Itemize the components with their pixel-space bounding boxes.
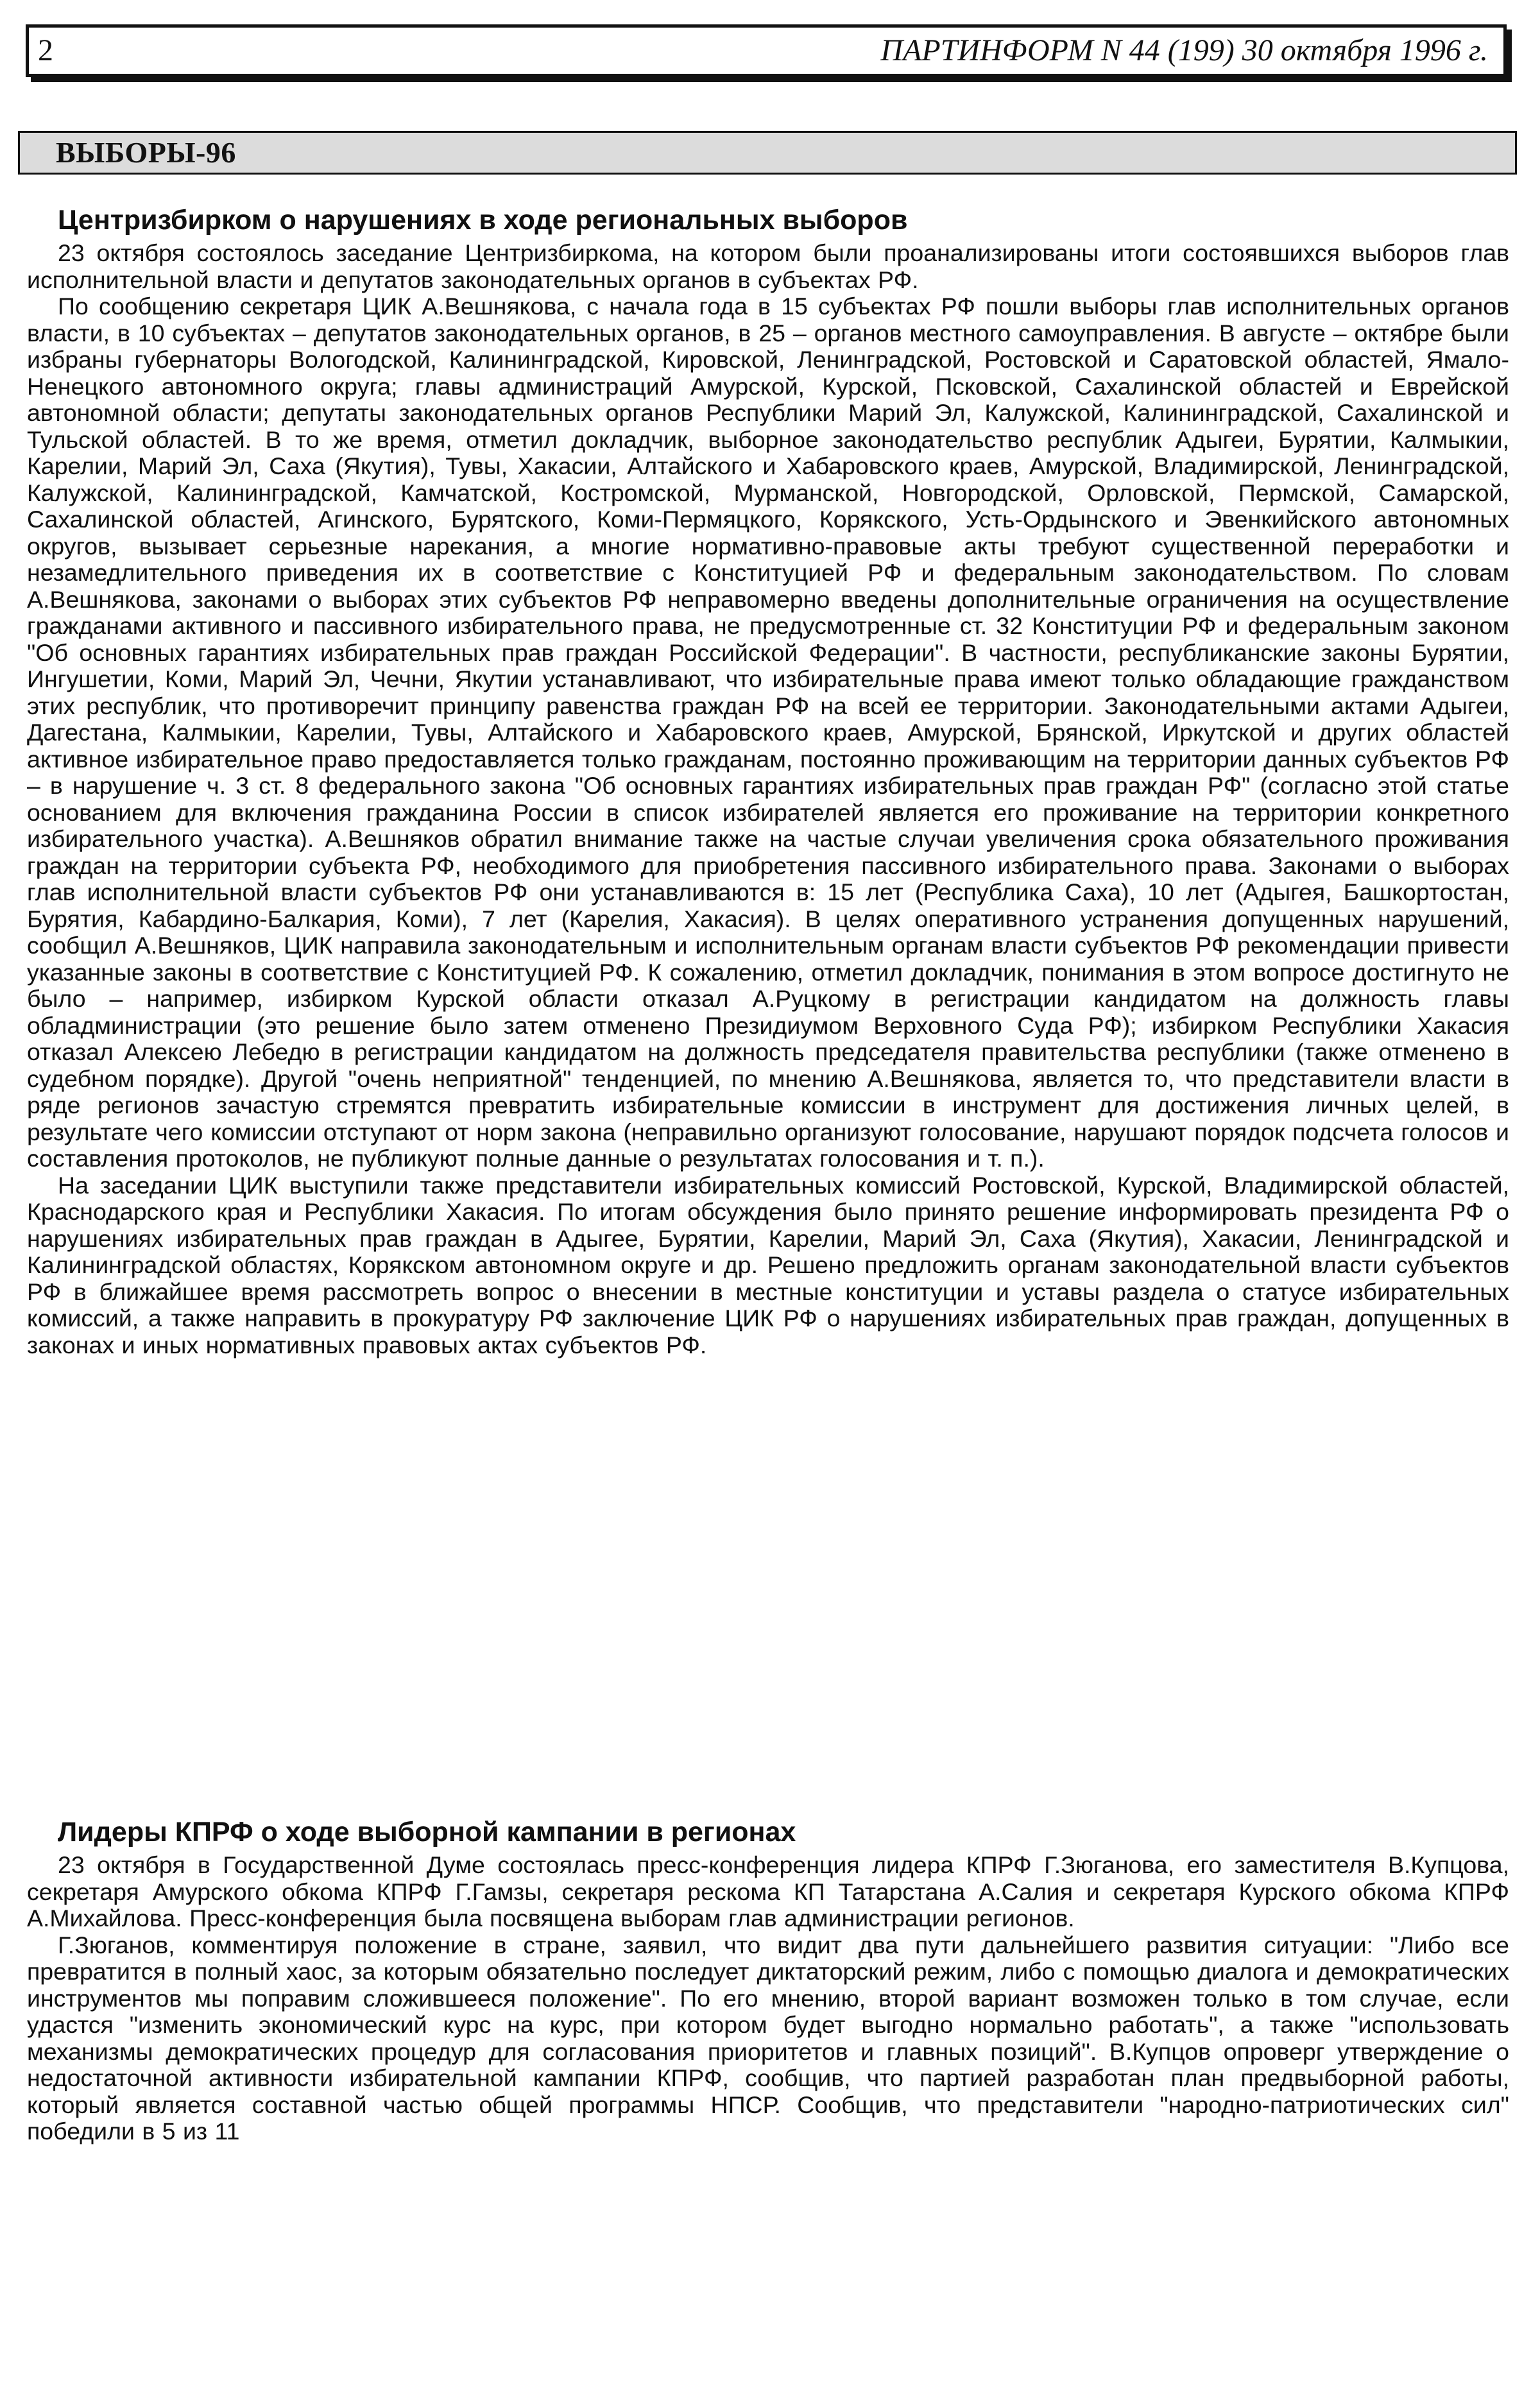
section-title: ВЫБОРЫ-96 — [56, 136, 236, 169]
article-paragraph: По сообщению секретаря ЦИК А.Вешнякова, с начала года в 15 субъектах РФ пошли выборы глав исполнительных органов власти, в 10 субъектах – депутатов законодательных органов, в 25 – органов местного самоуправления. В августе – октябре были избраны губернаторы Вологодской, Калининградской, Кировской, Ленинградской, Ростовской и Саратовской областей, Ямало-Ненецкого автономного округа; главы администраций Амурской, Курской, Псковской, Сахалинской областей и Еврейской автономной области; депутаты законодательных органов Республики Марий Эл, Калужской, Калининградской, Сахалинской и Тульской областей. В то же время, отметил докладчик, выборное законодательство республик Адыгеи, Бурятии, Калмыкии, Карелии, Марий Эл, Саха (Якутия), Тувы, Хакасии, Алтайского и Хабаровского краев, Амурской, Владимирской, Ленинградской, Калужской, Калининградской, Камчатской, Костромской, Мурманской, Новгородской, Орловской, Пермской, Самарской, Сахалинской областей, Агинского, Бурятского, Коми-Пермяцкого, Корякского, Усть-Ордынского и Эвенкийского автономных округов, вызывает серьезные нарекания, а многие нормативно-правовые акты требуют существенной переработки и незамедлительного приведения их в соответствие с Конституцией РФ и федеральным законодательством. По словам А.Вешнякова, законами о выборах этих субъектов РФ неправомерно введены дополнительные ограничения на осуществление гражданами активного и пассивного избирательного права, не предусмотренные ст. 32 Конституции РФ и федеральным законом "Об основных гарантиях избирательных прав граждан Российской Федерации". В частности, республиканские законы Бурятии, Ингушетии, Коми, Марий Эл, Чечни, Якутии устанавливают, что избирательные права имеют только обладающие гражданством этих республик, что противоречит принципу равенства граждан РФ на всей ее территории. Законодательными актами Адыгеи, Дагестана, Калмыкии, Карелии, Тувы, Алтайского и Хабаровского краев, Амурской, Брянской, Иркутской и других областей активное избирательное право предоставляется только гражданам, постоянно проживающим на территории данных субъектов РФ – в нарушение ч. 3 ст. 8 федерального закона "Об основных гарантиях избирательных прав граждан РФ" (согласно этой статье основанием для включения гражданина России в список избирателей является его проживание на территории конкретного избирательного участка). А.Вешняков обратил внимание также на частые случаи увеличения срока обязательного проживания граждан на территории субъекта РФ, необходимого для приобретения пассивного избирательного права. Законами о выборах глав исполнительной власти субъектов РФ они устанавливаются в: 15 лет (Республика Саха), 10 лет (Адыгея, Башкортостан, Бурятия, Кабардино-Балкария, Коми), 7 лет (Карелия, Хакасия). В целях оперативного устранения допущенных нарушений, сообщил А.Вешняков, ЦИК направила законодательным и исполнительным органам власти субъектов РФ рекомендации привести указанные законы в соответствие с Конституцией РФ. К сожалению, отметил докладчик, понимания в этом вопросе достигнуто не было – например, избирком Курской области отказал А.Руцкому в регистрации кандидатом на должность главы обладминистрации (это решение было затем отменено Президиумом Верховного Суда РФ); избирком Республики Хакасия отказал Алексею Лебедю в регистрации кандидатом на должность председателя правительства республики (также отменено в судебном порядке). Другой "очень неприятной" тенденцией, по мнению А.Вешнякова, является то, что представители власти в ряде регионов зачастую стремятся превратить избирательные комиссии в инструмент для достижения личных целей, в результате чего комиссии отступают от норм закона (неправильно организуют голосование, нарушают порядок подсчета голосов и составления протоколов, не публикуют полные данные о результатах голосования и т. п.). — [27, 293, 1509, 1172]
article-paragraph: 23 октября в Государственной Думе состоялась пресс-конференция лидера КПРФ Г.Зюганова, его заместителя В.Купцова, секретаря Амурского обкома КПРФ Г.Гамзы, секретаря рескома КП Татарстана А.Салия и секретаря Курского обкома КПРФ А.Михайлова. Пресс-конференция была посвящена выборам глав администрации регионов. — [27, 1851, 1509, 1932]
article-title: Лидеры КПРФ о ходе выборной кампании в регионах — [58, 1817, 796, 1847]
article-paragraph: Г.Зюганов, комментируя положение в стране, заявил, что видит два пути дальнейшего развития ситуации: "Либо все превратится в полный хаос, за которым обязательно последует диктаторский режим, либо с помощью диалога и демократических инструментов мы поправим сложившееся положение". По его мнению, второй вариант возможен только в том случае, если удастся "изменить экономический курс на курс, при котором будет выгодно нормально работать", а также "использовать механизмы демократических процедур для согласования приоритетов и главных позиций". В.Купцов опроверг утверждение о недостаточной активности избирательной кампании КПРФ, сообщив, что партией разработан план предвыборной работы, который является составной частью общей программы НПСР. Сообщив, что представители "народно-патриотических сил" победили в 5 из 11 — [27, 1931, 1509, 2145]
page-number: 2 — [38, 33, 53, 67]
article-paragraph: 23 октября состоялось заседание Центризбиркома, на котором были проанализированы итоги состоявшихся выборов глав исполнительной власти и депутатов законодательных органов в субъектах РФ. — [27, 239, 1509, 293]
article-title: Центризбирком о нарушениях в ходе региональных выборов — [58, 205, 908, 236]
page-header — [26, 24, 1507, 77]
publication-line: ПАРТИНФОРМ N 44 (199) 30 октября 1996 г. — [880, 33, 1488, 67]
section-banner — [18, 131, 1517, 175]
article-cik-violations — [27, 204, 1509, 1358]
article-paragraph: На заседании ЦИК выступили также представители избирательных комиссий Ростовской, Курской, Владимирской областей, Краснодарского края и Республики Хакасия. По итогам обсуждения было принято решение информировать президента РФ о нарушениях избирательных прав граждан в Адыгее, Бурятии, Карелии, Марий Эл, Саха (Якутия), Хакасии, Ленинградской и Калининградской областях, Корякском автономном округе и др. Решено предложить органам законодательной власти субъектов РФ в ближайшее время рассмотреть вопрос о внесении в местные конституции и уставы раздела о статусе избирательных комиссий, а также направить в прокуратуру РФ заключение ЦИК РФ о нарушениях избирательных прав граждан, допущенных в законах и иных нормативных правовых актах субъектов РФ. — [27, 1171, 1509, 1358]
article-kprf-leaders — [27, 1816, 1509, 2145]
